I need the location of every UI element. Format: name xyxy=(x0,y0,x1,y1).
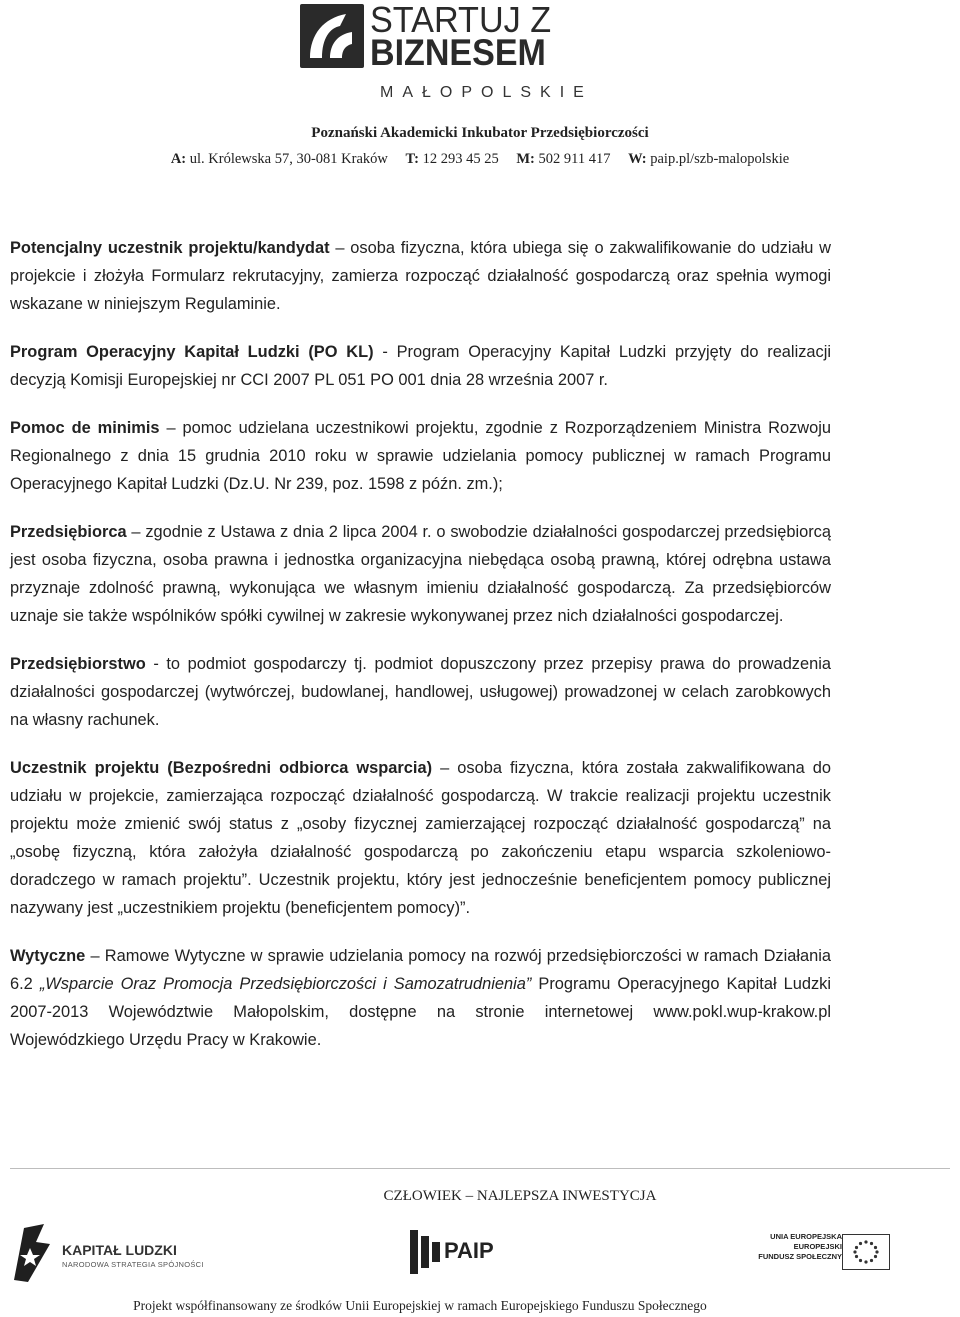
web-label: W: xyxy=(628,151,647,167)
definition-text: – osoba fizyczna, która została zakwalifikowana do udziału w projekcie, zamierzająca rozpocząć działalność gospodarczą. W trakcie realizacji projektu uczestnik projektu może zmienić swój status z „osoby fizycznej zamierzającej rozpocząć działalność gospodarczą” na „osobę fizyczną, która założyła działalność gospodarczą po zakończeniu etapu wsparcia szkoleniowo-doradczego w ramach projektu”. Uczestnik projektu, który jest jednocześnie beneficjentem pomocy publicznej nazywany jest „uczestnikiem projektu (beneficjentem pomocy)”. xyxy=(10,759,831,917)
phone: 12 293 45 25 xyxy=(422,151,499,167)
eu-flag-icon xyxy=(842,1234,890,1270)
address: ul. Królewska 57, 30-081 Kraków xyxy=(189,151,388,167)
definition-paragraph xyxy=(10,338,831,394)
definition-paragraph xyxy=(10,414,831,498)
logo-mark-icon xyxy=(300,4,364,68)
definition-paragraph xyxy=(10,754,831,922)
guidelines-term: Wytyczne xyxy=(10,947,86,965)
definition-text: – osoba fizyczna, która ubiega się o zakwalifikowanie do udziału w projekcie i złożyła Formularz rekrutacyjny, zamierza rozpocząć działalność gospodarczą oraz spełnia wymogi wskazane w niniejszym Regulaminie. xyxy=(10,239,832,313)
guidelines-italic-title: „Wsparcie Oraz Promocja Przedsiębiorczości i Samozatrudnienia” xyxy=(39,975,532,993)
kapital-ludzki-title: KAPITAŁ LUDZKI xyxy=(62,1242,177,1258)
eu-text xyxy=(758,1232,842,1262)
eu-efs-logo xyxy=(740,1230,900,1274)
guidelines-text-before: – Ramowe Wytyczne w sprawie udzielania pomocy na rozwój przedsiębiorczości w ramach Działania 6.2 xyxy=(10,947,831,993)
definition-paragraph xyxy=(10,518,831,630)
paip-mark-icon xyxy=(408,1228,442,1276)
startuj-z-biznesem-logo xyxy=(300,0,593,101)
mobile: 502 911 417 xyxy=(538,151,611,167)
guidelines-text-after: Programu Operacyjnego Kapitał Ludzki 2007-2013 Województwie Małopolskim, dostępne na stronie internetowej www.pokl.wup-krakow.pl Wojewódzkiego Urzędu Pracy w Krakowie. xyxy=(10,975,831,1049)
kapital-ludzki-subtitle: NARODOWA STRATEGIA SPÓJNOŚCI xyxy=(62,1260,204,1269)
definition-term: Przedsiębiorstwo xyxy=(10,655,146,673)
definitions-section xyxy=(10,234,831,1074)
funding-statement: Projekt współfinansowany ze środków Unii Europejskiej w ramach Europejskiego Funduszu Społecznego xyxy=(133,1298,707,1313)
definition-term: Przedsiębiorca xyxy=(10,523,127,541)
definition-text: – pomoc udzielana uczestnikowi projektu, zgodnie z Rozporządzeniem Ministra Rozwoju Regionalnego z dnia 15 grudnia 2010 roku w sprawie udzielania pomocy publicznej w ramach Programu Operacyjnego Kapitał Ludzki (Dz.U. Nr 239, poz. 1598 z późn. zm.); xyxy=(10,419,831,493)
eu-line-3: FUNDUSZ SPOŁECZNY xyxy=(758,1252,842,1261)
contact-line xyxy=(0,151,960,168)
logo-line-1: STARTUJ Z xyxy=(370,0,552,40)
paip-text: PAIP xyxy=(444,1238,494,1263)
paip-logo xyxy=(408,1226,508,1278)
logo-subtitle: MAŁOPOLSKIE xyxy=(380,84,593,101)
kapital-ludzki-logo xyxy=(10,1222,210,1284)
guidelines-paragraph xyxy=(10,942,831,1054)
footer-slogan: CZŁOWIEK – NAJLEPSZA INWESTYCJA xyxy=(383,1188,657,1204)
definition-paragraph xyxy=(10,234,831,318)
organization-name: Poznański Akademicki Inkubator Przedsiębiorczości xyxy=(311,125,649,141)
definition-text: - Program Operacyjny Kapitał Ludzki przyjęty do realizacji decyzją Komisji Europejskiej nr CCI 2007 PL 051 PO 001 dnia 28 września 2007 r. xyxy=(10,343,831,389)
definition-paragraph xyxy=(10,650,831,734)
logo-line-2: BIZNESEM xyxy=(370,32,546,73)
definition-term: Potencjalny uczestnik projektu/kandydat xyxy=(10,239,330,257)
eu-line-1: UNIA EUROPEJSKA xyxy=(770,1232,842,1241)
definition-term: Pomoc de minimis xyxy=(10,419,160,437)
footer-divider xyxy=(10,1168,950,1169)
website-link[interactable]: paip.pl/szb-malopolskie xyxy=(650,151,790,167)
definition-text: – zgodnie z Ustawa z dnia 2 lipca 2004 r. o swobodzie działalności gospodarczej przedsiębiorcą jest osoba fizyczna, osoba prawna i jednostka organizacyjna niebędąca osobą prawną, której odrębna ustawa przyznaje zdolność prawną, wykonująca we własnym imieniu działalność gospodarczą. Za przedsiębiorców uznaje sie także wspólników spółki cywilnej w zakresie wykonywanej przez nich działalności gospodarczej. xyxy=(10,523,831,625)
definition-term: Program Operacyjny Kapitał Ludzki (PO KL) xyxy=(10,343,374,361)
kapital-ludzki-star-icon xyxy=(10,1222,54,1284)
definition-text: - to podmiot gospodarczy tj. podmiot dopuszczony przez przepisy prawa do prowadzenia działalności gospodarczej (wytwórczej, budowlanej, handlowej, usługowej) prowadzonej w celach zarobkowych na własny rachunek. xyxy=(10,655,831,729)
eu-line-2: EUROPEJSKI xyxy=(793,1242,842,1251)
address-label: A: xyxy=(170,151,187,167)
definition-term: Uczestnik projektu (Bezpośredni odbiorca wsparcia) xyxy=(10,759,433,777)
mobile-label: M: xyxy=(516,151,535,167)
phone-label: T: xyxy=(405,151,419,167)
